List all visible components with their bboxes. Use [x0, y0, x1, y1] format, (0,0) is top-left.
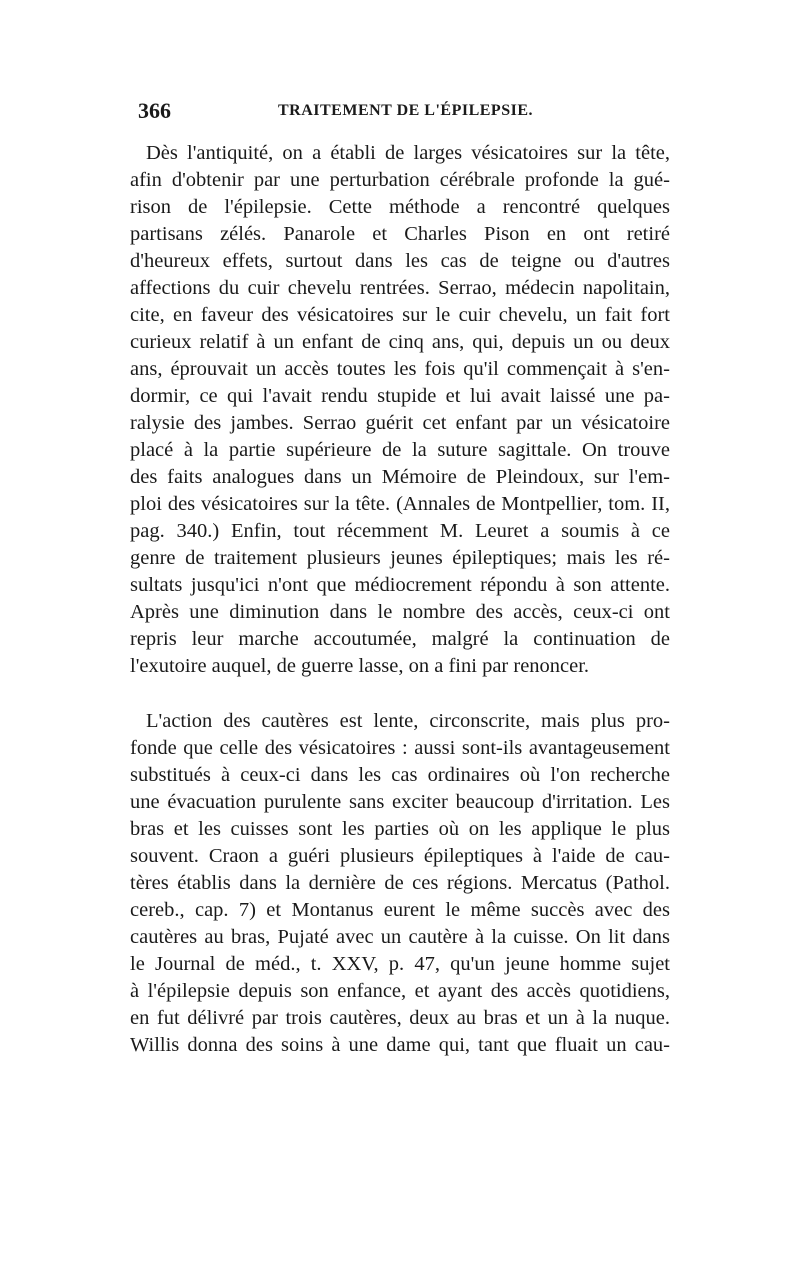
- text-line: ploi des vésicatoires sur la tête. (Annales de Montpellier, tom. II,: [130, 493, 670, 515]
- text-line: genre de traitement plusieurs jeunes épileptiques; mais les ré-: [130, 547, 670, 569]
- text-line: l'exutoire auquel, de guerre lasse, on a fini par renoncer.: [130, 655, 590, 677]
- running-title: TRAITEMENT DE L'ÉPILEPSIE.: [278, 102, 533, 119]
- paragraph-2: [130, 708, 670, 1059]
- text-line: le Journal de méd., t. XXV, p. 47, qu'un jeune homme sujet: [130, 953, 670, 975]
- text-line: curieux relatif à un enfant de cinq ans, qui, depuis un ou deux: [130, 331, 670, 353]
- text-line: rison de l'épilepsie. Cette méthode a rencontré quelques: [130, 196, 670, 218]
- text-line: Willis donna des soins à une dame qui, tant que fluait un cau-: [130, 1034, 670, 1056]
- text-line: fonde que celle des vésicatoires : aussi sont-ils avantageusement: [130, 737, 670, 759]
- text-line: Après une diminution dans le nombre des accès, ceux-ci ont: [130, 601, 670, 623]
- text-line: Dès l'antiquité, on a établi de larges vésicatoires sur la tête,: [146, 142, 670, 164]
- page-number: 366: [138, 98, 171, 123]
- text-line: souvent. Craon a guéri plusieurs épileptiques à l'aide de cau-: [130, 845, 670, 867]
- text-line: des faits analogues dans un Mémoire de Pleindoux, sur l'em-: [130, 466, 670, 488]
- text-line: placé à la partie supérieure de la suture sagittale. On trouve: [130, 439, 670, 461]
- text-line: pag. 340.) Enfin, tout récemment M. Leuret a soumis à ce: [130, 520, 670, 542]
- paragraph-1: [130, 140, 670, 680]
- text-line: d'heureux effets, surtout dans les cas de teigne ou d'autres: [130, 250, 670, 272]
- text-line: tères établis dans la dernière de ces régions. Mercatus (Pathol.: [130, 872, 670, 894]
- body-text: [130, 140, 670, 1059]
- paragraph-spacer: [130, 680, 670, 708]
- text-line: repris leur marche accoutumée, malgré la continuation de: [130, 628, 670, 650]
- text-line: partisans zélés. Panarole et Charles Pison en ont retiré: [130, 223, 670, 245]
- text-line: cereb., cap. 7) et Montanus eurent le même succès avec des: [130, 899, 670, 921]
- text-line: bras et les cuisses sont les parties où on les applique le plus: [130, 818, 670, 840]
- text-line: ans, éprouvait un accès toutes les fois qu'il commençait à s'en-: [130, 358, 670, 380]
- text-line: cite, en faveur des vésicatoires sur le cuir chevelu, un fait fort: [130, 304, 670, 326]
- text-line: sultats jusqu'ici n'ont que médiocrement répondu à son attente.: [130, 574, 670, 596]
- page-header: [130, 98, 670, 128]
- text-line: L'action des cautères est lente, circonscrite, mais plus pro-: [146, 710, 670, 732]
- text-line: substitués à ceux-ci dans les cas ordinaires où l'on recherche: [130, 764, 670, 786]
- text-line: ralysie des jambes. Serrao guérit cet enfant par un vésicatoire: [130, 412, 670, 434]
- text-line: cautères au bras, Pujaté avec un cautère à la cuisse. On lit dans: [130, 926, 670, 948]
- text-line: afin d'obtenir par une perturbation cérébrale profonde la gué-: [130, 169, 670, 191]
- text-line: dormir, ce qui l'avait rendu stupide et lui avait laissé une pa-: [130, 385, 670, 407]
- text-line: une évacuation purulente sans exciter beaucoup d'irritation. Les: [130, 791, 670, 813]
- text-line: affections du cuir chevelu rentrées. Serrao, médecin napolitain,: [130, 277, 670, 299]
- text-line: en fut délivré par trois cautères, deux au bras et un à la nuque.: [130, 1007, 670, 1029]
- text-line: à l'épilepsie depuis son enfance, et ayant des accès quotidiens,: [130, 980, 670, 1002]
